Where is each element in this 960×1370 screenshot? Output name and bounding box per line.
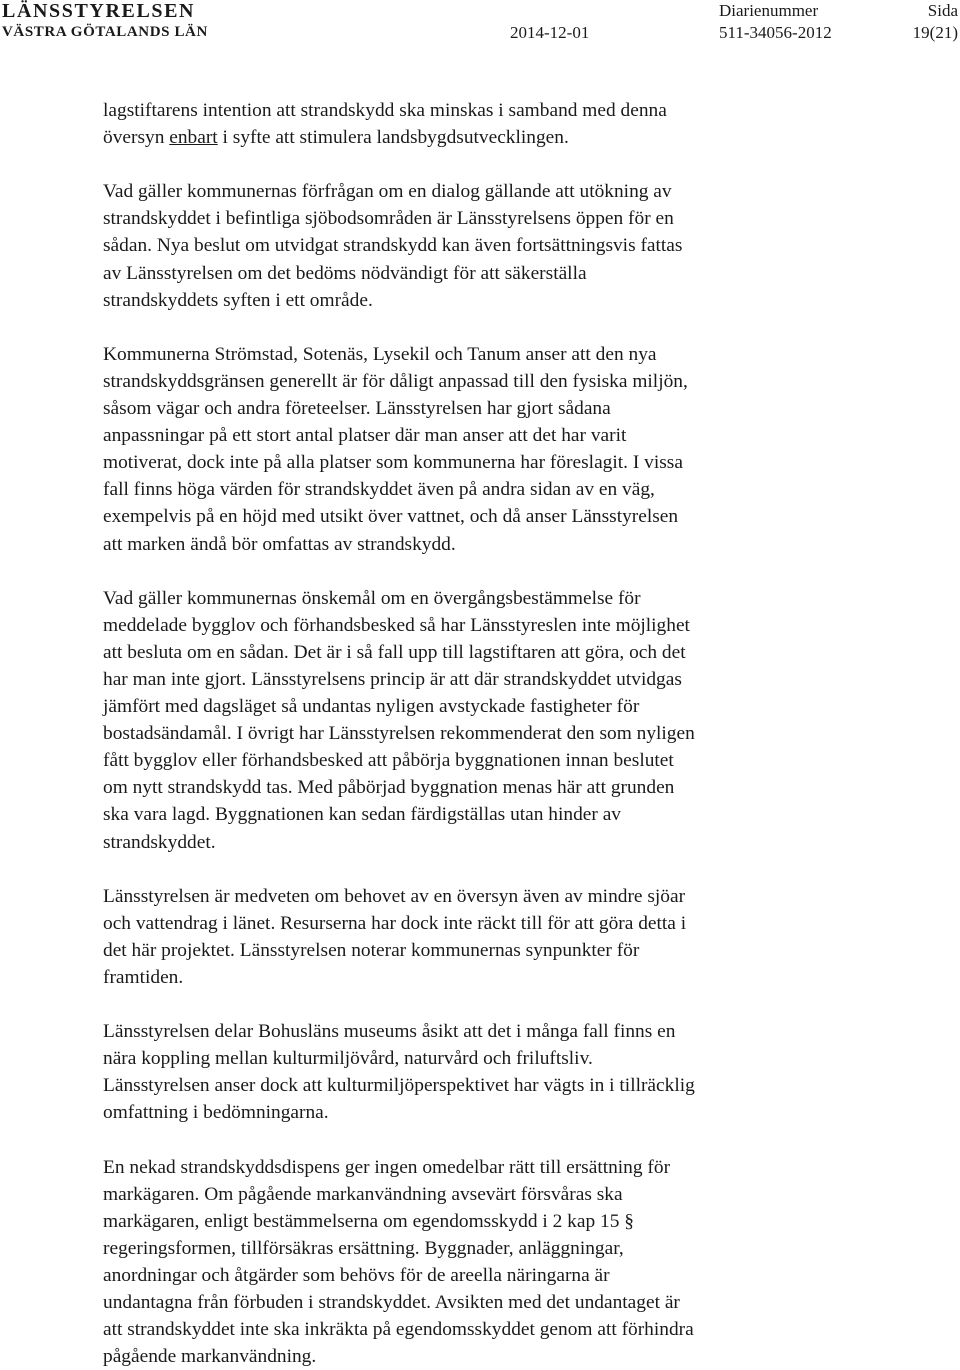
page-number: 19(21) [912,23,958,42]
page-header [0,0,960,60]
paragraph-4: Vad gäller kommunernas önskemål om en övergångsbestämmelse för meddelade bygglov och förhandsbesked så har Länsstyreslen inte möjlighet att besluta om en sådan. Det är i så fall upp till lagstiftaren att göra, och det har man inte gjort. Länsstyrelsens princip är att där strandskyddet utvidgas jämfört med dagsläget så undantas nyligen avstyckade fastigheter för bostadsändamål. I övrigt har Länsstyrelsen rekommenderat den som nyligen fått bygglov eller förhandsbesked att påbörja byggnationen innan beslutet om nytt strandskydd tas. Med påbörjad byggnation menas här att grunden ska vara lagd. Byggnationen kan sedan färdigställas utan hinder av strandskyddet. [103,587,695,853]
dnr-label: Diarienummer [719,1,819,20]
paragraph-2: Vad gäller kommunernas förfrågan om en dialog gällande att utökning av strandskyddet i befintliga sjöbodsområden är Länsstyrelsens öppen för en sådan. Nya beslut om utvidgat strandskydd kan även fortsättningsvis fattas av Länsstyrelsen om det bedöms nödvändigt för att säkerställa strandskyddets syften i ett område. [103,181,683,311]
paragraph-3: Kommunerna Strömstad, Sotenäs, Lysekil och Tanum anser att den nya strandskyddsgränsen generellt är för dåligt anpassad till den fysiska miljön, såsom vägar och andra företeelser. Länsstyrelsen har gjort sådana anpassningar på ett stort antal platser där man anser att det har varit motiverat, dock inte på alla platser som kommunerna har föreslagit. I vissa fall finns höga värden för strandskyddet även på andra sidan av en väg, exempelvis på en höjd med utsikt över vattnet, och då anser Länsstyrelsen att marken ändå bör omfattas av strandskydd. [103,343,688,555]
org-region: VÄSTRA GÖTALANDS LÄN [2,24,208,40]
paragraph-6: Länsstyrelsen delar Bohusläns museums åsikt att det i många fall finns en nära koppling mellan kulturmiljövård, naturvård och friluftsliv. Länsstyrelsen anser dock att kulturmiljöperspektivet har vägts in i tillräcklig omfattning i bedömningarna. [103,1021,695,1124]
org-name: LÄNSSTYRELSEN [2,0,196,22]
paragraph-1: lagstiftarens intention att strandskydd ska minskas i samband med denna översyn enbart i syfte att stimulera landsbygdsutvecklingen. [103,100,667,149]
org-logo [2,1,208,40]
paragraph-5: Länsstyrelsen är medveten om behovet av en översyn även av mindre sjöar och vattendrag i länet. Resurserna har dock inte räckt till för att göra detta i det här projektet. Länsstyrelsen noterar kommunernas synpunkter för framtiden. [103,885,687,988]
document-body [103,97,863,1370]
dnr-value: 511-34056-2012 [719,23,832,42]
underlined-word: enbart [169,127,218,149]
document-date: 2014-12-01 [510,23,590,42]
paragraph-7: En nekad strandskyddsdispens ger ingen omedelbar rätt till ersättning för markägaren. Om pågående markanvändning avsevärt försvåras ska markägaren, enligt bestämmelserna om egendomsskydd i 2 kap 15 § regeringsformen, tillförsäkras ersättning. Byggnader, anläggningar, anordningar och åtgärder som behövs för de areella näringarna är undantagna från förbuden i strandskyddet. Avsikten med det undantaget är att strandskyddet inte ska inkräkta på egendomsskyddet genom att förhindra pågående markanvändning. [103,1156,694,1368]
page-label: Sida [927,1,958,20]
